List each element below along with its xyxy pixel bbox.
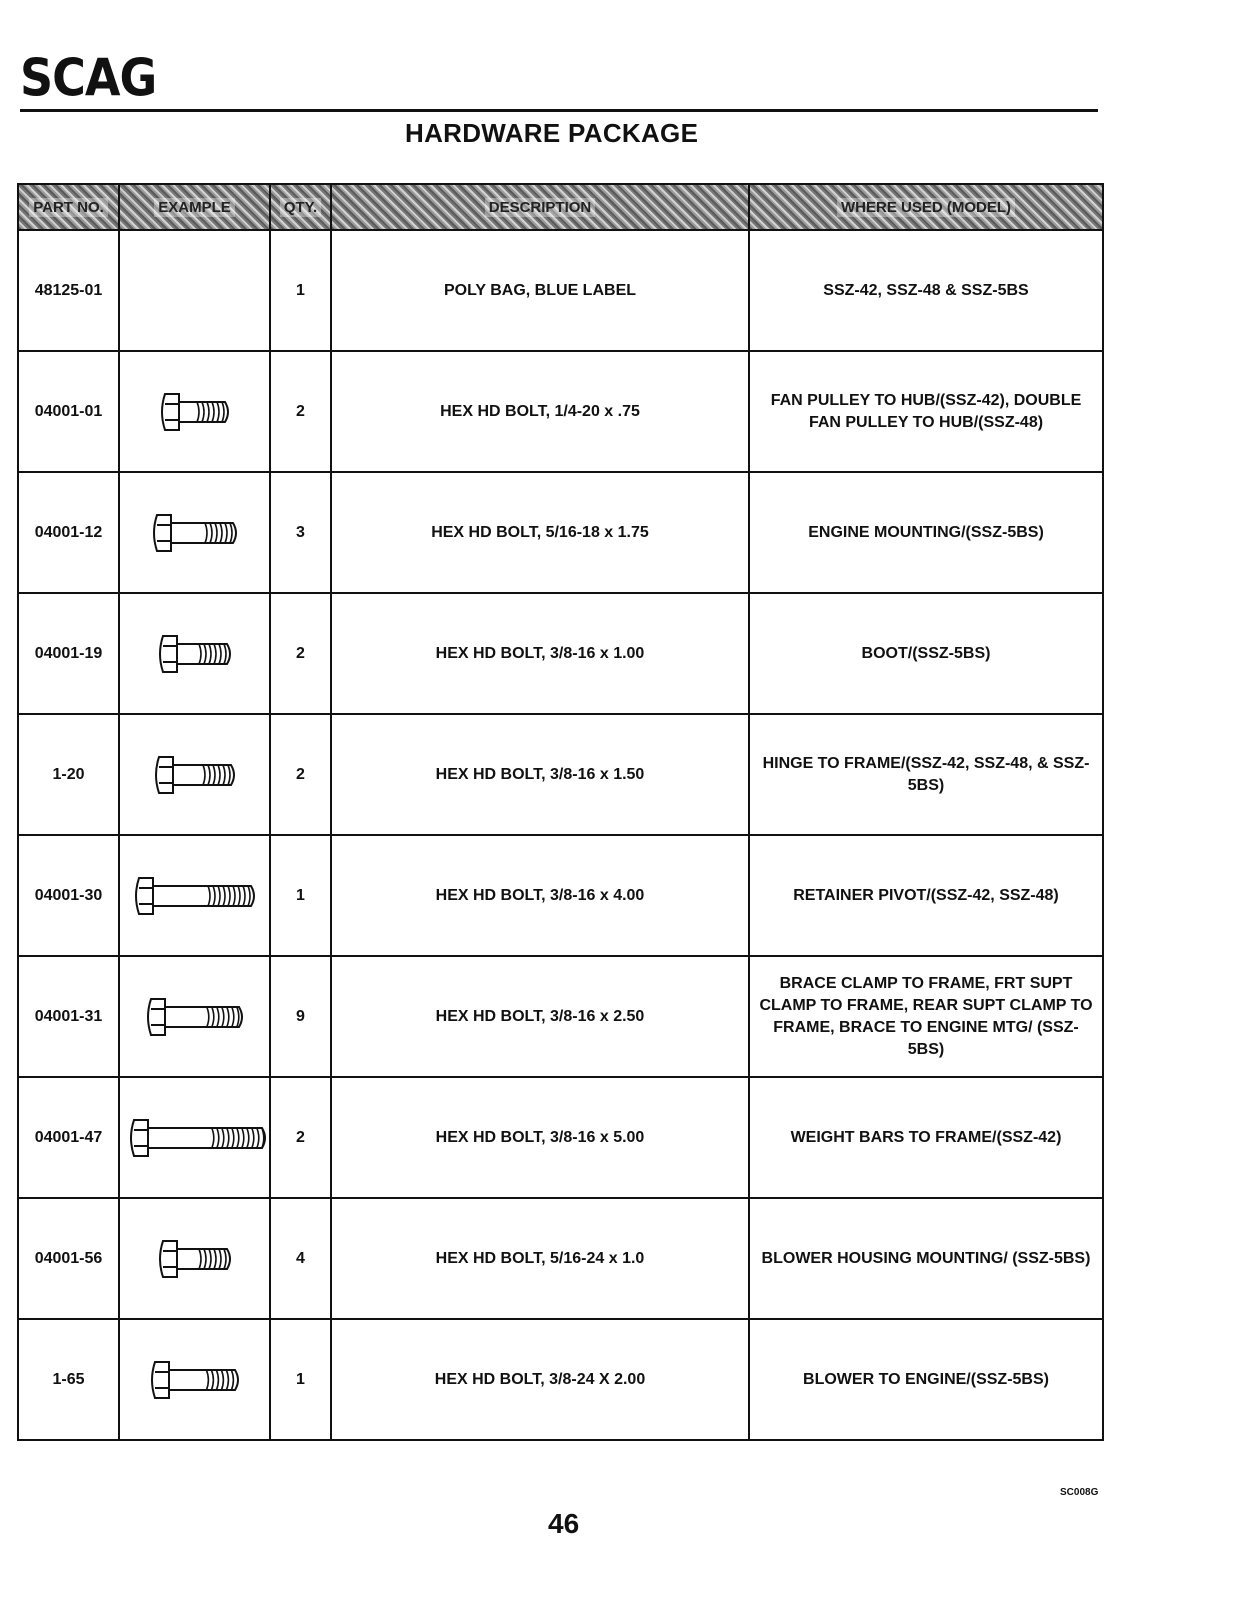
example-cell — [119, 1198, 270, 1319]
where-used-cell: HINGE TO FRAME/(SSZ-42, SSZ-48, & SSZ-5BS) — [749, 714, 1103, 835]
qty-cell: 2 — [270, 351, 331, 472]
description-cell: HEX HD BOLT, 1/4-20 x .75 — [331, 351, 749, 472]
part-number-cell: 04001-47 — [18, 1077, 119, 1198]
hex-bolt-icon — [157, 390, 233, 434]
description-cell: HEX HD BOLT, 5/16-24 x 1.0 — [331, 1198, 749, 1319]
qty-cell: 2 — [270, 1077, 331, 1198]
part-number-cell: 04001-31 — [18, 956, 119, 1077]
example-cell — [119, 1319, 270, 1440]
qty-cell: 1 — [270, 230, 331, 351]
table-row — [18, 956, 1103, 1077]
table-row — [18, 230, 1103, 351]
document-code: SC008G — [1060, 1487, 1099, 1498]
page-number: 46 — [548, 1508, 580, 1539]
header-qty: QTY. — [270, 184, 331, 230]
table-header-row — [18, 184, 1103, 230]
qty-cell: 1 — [270, 1319, 331, 1440]
header-description: DESCRIPTION — [331, 184, 749, 230]
qty-cell: 3 — [270, 472, 331, 593]
description-cell: HEX HD BOLT, 3/8-16 x 4.00 — [331, 835, 749, 956]
table-row — [18, 351, 1103, 472]
table-row — [18, 714, 1103, 835]
part-number-cell: 04001-30 — [18, 835, 119, 956]
part-number-cell: 48125-01 — [18, 230, 119, 351]
example-cell — [119, 956, 270, 1077]
hex-bolt-icon — [155, 632, 235, 676]
where-used-cell: WEIGHT BARS TO FRAME/(SSZ-42) — [749, 1077, 1103, 1198]
hardware-table — [17, 183, 1104, 1441]
qty-cell: 2 — [270, 593, 331, 714]
description-cell: HEX HD BOLT, 3/8-16 x 2.50 — [331, 956, 749, 1077]
header-where-used: WHERE USED (MODEL) — [749, 184, 1103, 230]
hex-bolt-icon — [151, 753, 239, 797]
example-cell — [119, 835, 270, 956]
where-used-cell: RETAINER PIVOT/(SSZ-42, SSZ-48) — [749, 835, 1103, 956]
example-cell — [119, 593, 270, 714]
table-row — [18, 835, 1103, 956]
part-number-cell: 04001-01 — [18, 351, 119, 472]
brand-logo: SCAG — [20, 47, 157, 108]
qty-cell: 1 — [270, 835, 331, 956]
hex-bolt-icon — [155, 1237, 235, 1281]
qty-cell: 4 — [270, 1198, 331, 1319]
example-cell — [119, 714, 270, 835]
part-number-cell: 1-65 — [18, 1319, 119, 1440]
description-cell: POLY BAG, BLUE LABEL — [331, 230, 749, 351]
qty-cell: 9 — [270, 956, 331, 1077]
where-used-cell: FAN PULLEY TO HUB/(SSZ-42), DOUBLE FAN PULLEY TO HUB/(SSZ-48) — [749, 351, 1103, 472]
example-cell — [119, 472, 270, 593]
table-row — [18, 472, 1103, 593]
hex-bolt-icon — [149, 511, 241, 555]
example-cell — [119, 351, 270, 472]
hex-bolt-icon — [131, 874, 259, 918]
description-cell: HEX HD BOLT, 5/16-18 x 1.75 — [331, 472, 749, 593]
part-number-cell: 04001-56 — [18, 1198, 119, 1319]
example-cell — [119, 230, 270, 351]
part-number-cell: 1-20 — [18, 714, 119, 835]
hex-bolt-icon — [143, 995, 247, 1039]
hex-bolt-icon — [147, 1358, 243, 1402]
header-rule — [20, 109, 1098, 112]
example-cell — [119, 1077, 270, 1198]
description-cell: HEX HD BOLT, 3/8-16 x 1.50 — [331, 714, 749, 835]
qty-cell: 2 — [270, 714, 331, 835]
description-cell: HEX HD BOLT, 3/8-24 X 2.00 — [331, 1319, 749, 1440]
where-used-cell: BLOWER HOUSING MOUNTING/ (SSZ-5BS) — [749, 1198, 1103, 1319]
description-cell: HEX HD BOLT, 3/8-16 x 5.00 — [331, 1077, 749, 1198]
where-used-cell: BLOWER TO ENGINE/(SSZ-5BS) — [749, 1319, 1103, 1440]
table-row — [18, 1198, 1103, 1319]
where-used-cell: BRACE CLAMP TO FRAME, FRT SUPT CLAMP TO FRAME, REAR SUPT CLAMP TO FRAME, BRACE TO ENGINE MTG/ (SSZ-5BS) — [749, 956, 1103, 1077]
table-row — [18, 1077, 1103, 1198]
where-used-cell: BOOT/(SSZ-5BS) — [749, 593, 1103, 714]
part-number-cell: 04001-19 — [18, 593, 119, 714]
part-number-cell: 04001-12 — [18, 472, 119, 593]
table-row — [18, 1319, 1103, 1440]
header-example: EXAMPLE — [119, 184, 270, 230]
header-part-no: PART NO. — [18, 184, 119, 230]
where-used-cell: ENGINE MOUNTING/(SSZ-5BS) — [749, 472, 1103, 593]
hex-bolt-icon — [126, 1116, 270, 1160]
where-used-cell: SSZ-42, SSZ-48 & SSZ-5BS — [749, 230, 1103, 351]
description-cell: HEX HD BOLT, 3/8-16 x 1.00 — [331, 593, 749, 714]
table-row — [18, 593, 1103, 714]
page-title: HARDWARE PACKAGE — [405, 118, 699, 148]
